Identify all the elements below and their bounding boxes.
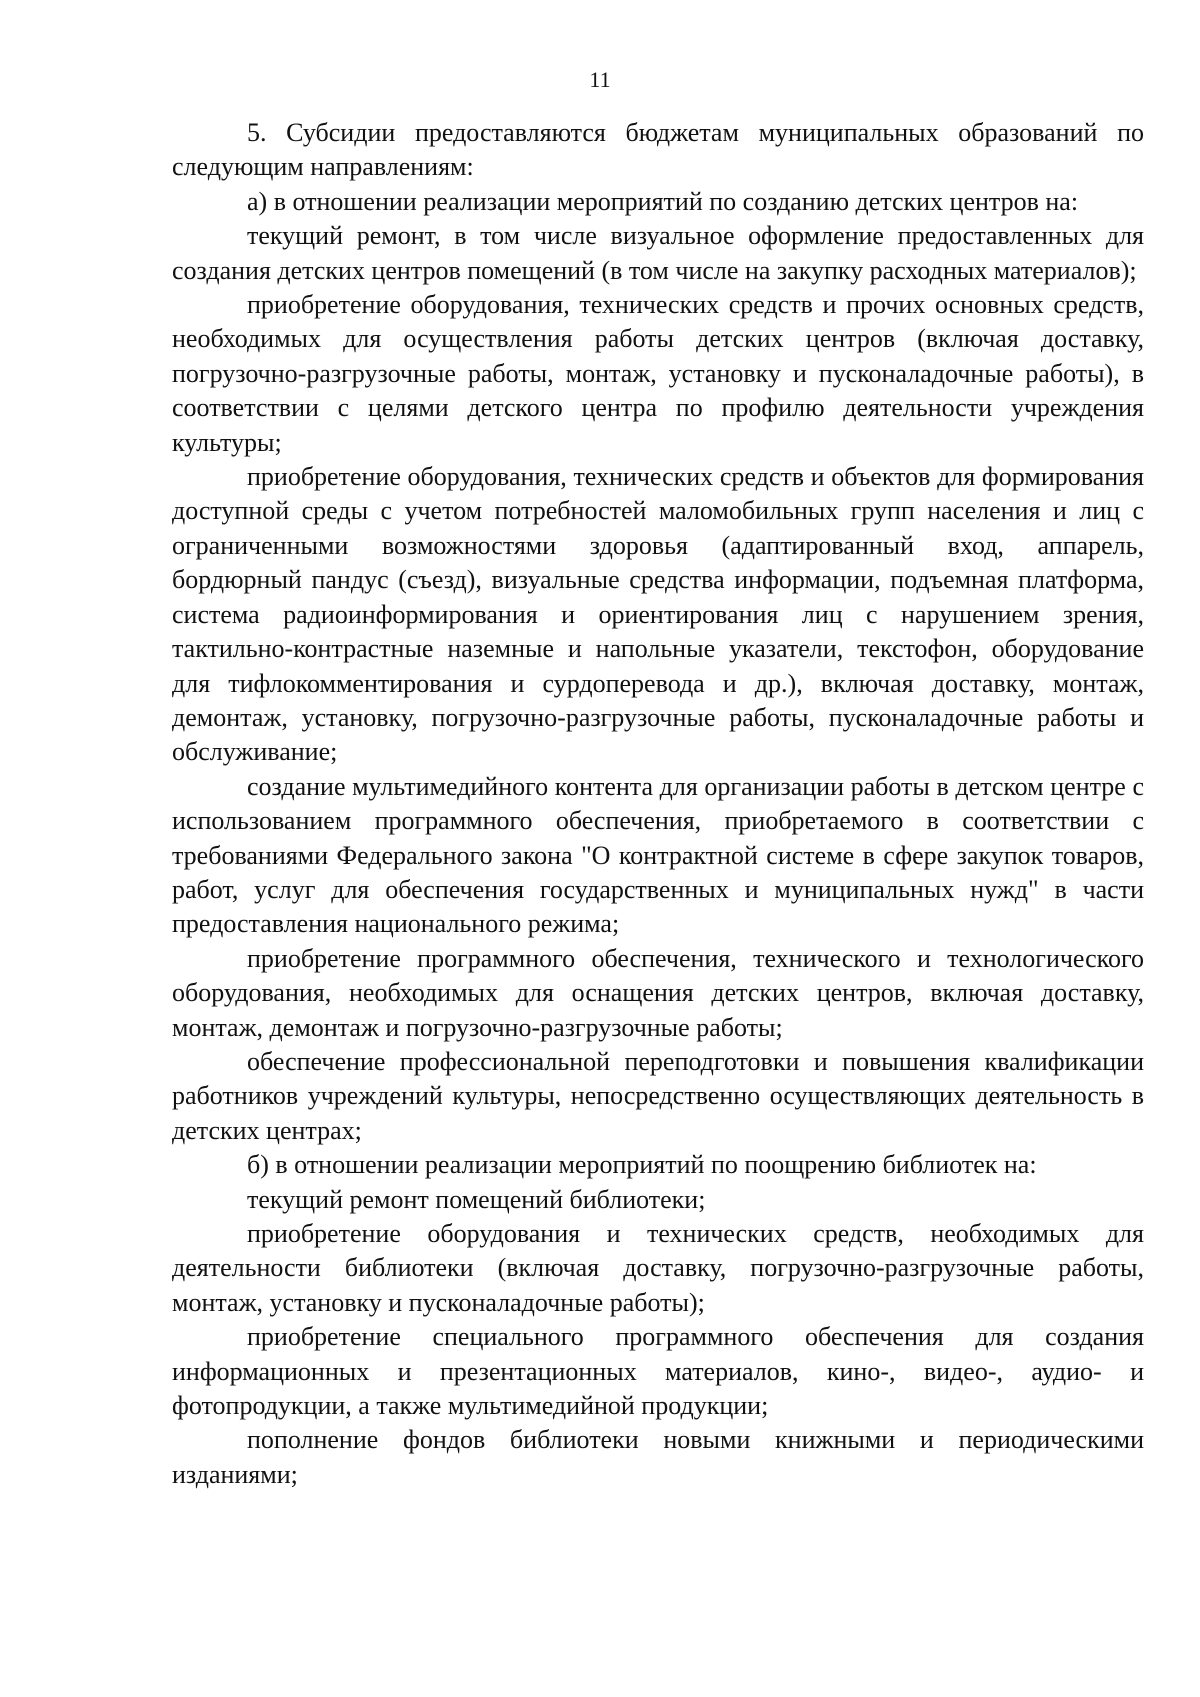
paragraph-equipment-purchase: приобретение оборудования, технических средств и прочих основных средств, необходимых для осуществления работы детских центров (включая доставку, погрузочно-разгрузочные работы, монтаж, установку и пусконаладочные работы), в соответствии с целями детского центра по профилю деятельности учреждения культуры; xyxy=(172,290,1144,457)
paragraph-subsidies-intro: 5. Субсидии предоставляются бюджетам муниципальных образований по следующим направлениям: xyxy=(172,118,1144,182)
page-number: 11 xyxy=(589,67,611,92)
paragraph-item-a-heading: а) в отношении реализации мероприятий по созданию детских центров на: xyxy=(247,186,1079,216)
paragraph-item-b-heading: б) в отношении реализации мероприятий по поощрению библиотек на: xyxy=(247,1150,1037,1180)
paragraph-current-repair: текущий ремонт, в том числе визуальное оформление предоставленных для создания детских центров помещений (в том числе на закупку расходных материалов); xyxy=(172,221,1144,285)
paragraph-multimedia-content: создание мультимедийного контента для организации работы в детском центре с использованием программного обеспечения, приобретаемого в соответствии с требованиями Федерального закона "О контрактной системе в сфере закупок товаров, работ, услуг для обеспечения государственных и муниципальных нужд" в части предоставления национального режима; xyxy=(172,771,1144,939)
paragraph-accessible-environment: приобретение оборудования, технических средств и объектов для формирования доступной среды с учетом потребностей маломобильных групп населения и лиц с ограниченными возможностями здоровья (адаптированный вход, аппарель, бордюрный пандус (съезд), визуальные средства информации, подъемная платформа, система радиоинформирования и ориентирования лиц с нарушением зрения, тактильно-контрастные наземные и напольные указатели, текстофон, оборудование для тифлокомментирования и сурдоперевода и др.), включая доставку, монтаж, демонтаж, установку, погрузочно-разгрузочные работы, пусконаладочные работы и обслуживание; xyxy=(172,462,1144,767)
paragraph-library-collections: пополнение фондов библиотеки новыми книжными и периодическими изданиями; xyxy=(172,1425,1144,1489)
paragraph-library-equipment: приобретение оборудования и технических средств, необходимых для деятельности библиотеки (включая доставку, погрузочно-разгрузочные работы, монтаж, установку и пусконаладочные работы); xyxy=(172,1219,1144,1317)
paragraph-library-repair: текущий ремонт помещений библиотеки; xyxy=(247,1184,706,1214)
paragraph-software-purchase: приобретение программного обеспечения, технического и технологического оборудования, необходимых для оснащения детских центров, включая доставку, монтаж, демонтаж и погрузочно-разгрузочные работы; xyxy=(172,943,1144,1042)
document-body xyxy=(172,116,1144,1492)
paragraph-library-software: приобретение специального программного обеспечения для создания информационных и презентационных материалов, кино-, видео-, аудио- и фотопродукции, а также мультимедийной продукции; xyxy=(172,1322,1144,1421)
paragraph-staff-training: обеспечение профессиональной переподготовки и повышения квалификации работников учреждений культуры, непосредственно осуществляющих деятельность в детских центрах; xyxy=(172,1046,1144,1145)
